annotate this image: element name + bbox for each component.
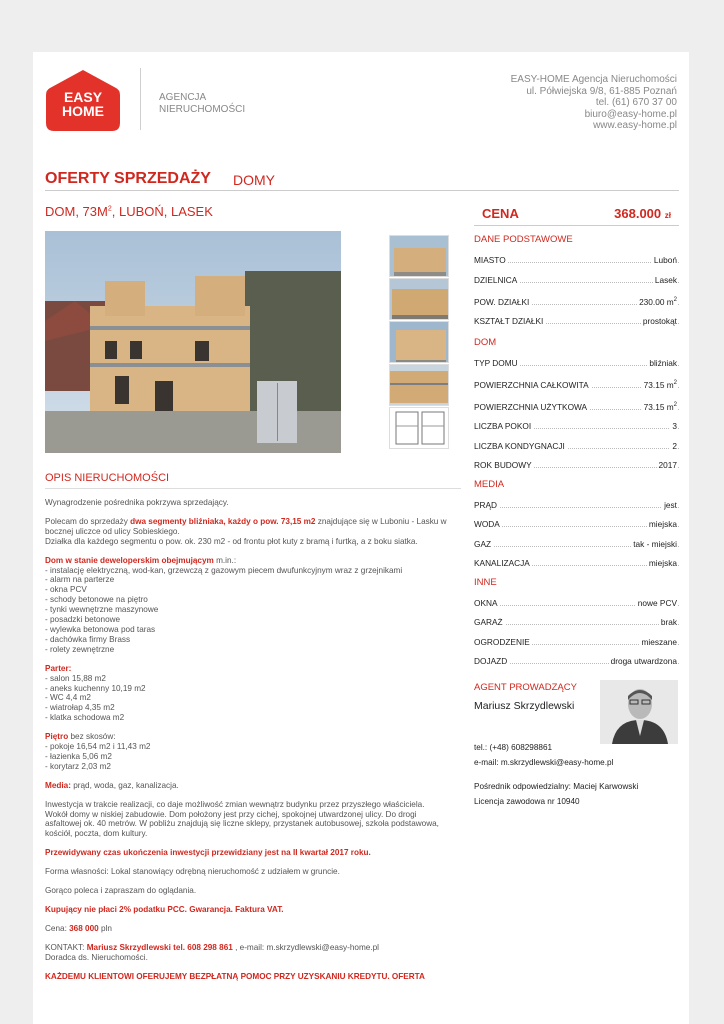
detail-row [474, 634, 679, 654]
developer-standard-label: Dom w stanie deweloperskim obejmującym [45, 555, 214, 565]
agency-line-2: NIERUCHOMOŚCI [159, 104, 246, 115]
section-basic-title: DANE PODSTAWOWE [474, 234, 573, 245]
list-item: - WC 4,4 m2 [45, 693, 91, 703]
detail-row [474, 614, 679, 634]
credit-note: KAŻDEMU KLIENTOWI OFERUJEMY BEZPŁATNĄ POMOC PRZY UZYSKANIU KREDYTU. OFERTA [45, 971, 425, 981]
detail-row [474, 555, 679, 575]
list-item: - dachówka firmy Brass [45, 634, 131, 644]
first-floor-list [45, 732, 455, 772]
detail-key: TYP DOMU [474, 357, 518, 368]
first-floor-suffix: bez skosów: [68, 732, 116, 742]
detail-row [474, 438, 679, 458]
detail-key: DOJAZD [474, 656, 508, 666]
intro-location: znajdujące się w Luboniu - Lasku w bocznej uliczce od ulicy Sobieskiego. [45, 516, 447, 536]
contact-line [45, 943, 455, 963]
property-description [45, 498, 455, 991]
detail-value: miejska [648, 519, 677, 529]
investment-paragraph [45, 800, 455, 840]
tax-note: Kupujący nie płaci 2% podatku PCC. Gwarancja. Faktura VAT. [45, 905, 284, 914]
detail-value: tak - miejski [633, 538, 677, 549]
price-amount: 368.000 [614, 206, 662, 221]
detail-row [474, 272, 679, 292]
detail-row [474, 374, 679, 396]
agent-name: Mariusz Skrzydlewski [474, 700, 575, 712]
detail-row [474, 497, 679, 517]
price-line-label: Cena: [45, 923, 70, 933]
contact-name-phone: Mariusz Skrzydlewski tel. 608 298 861 [86, 942, 233, 952]
contact-email: , e-mail: m.skrzydlewski@easy-home.pl [232, 942, 379, 952]
photo-thumbnail[interactable] [389, 364, 449, 406]
company-phone: tel. (61) 670 37 00 [595, 97, 677, 108]
detail-row [474, 536, 679, 556]
page-title: OFERTY SPRZEDAŻY [45, 170, 211, 187]
detail-row [474, 396, 679, 418]
price-box [474, 204, 679, 226]
description-title: OPIS NIERUCHOMOŚCI [45, 472, 170, 484]
detail-key: GAZ [474, 538, 492, 549]
list-item: - tynki wewnętrzne maszynowe [45, 605, 159, 615]
detail-value: miejska [648, 558, 677, 568]
detail-key: KSZTAŁT DZIAŁKI [474, 316, 544, 326]
company-name: EASY-HOME Agencja Nieruchomości [510, 74, 677, 85]
developer-standard-suffix: m.in.: [213, 555, 237, 565]
list-item: - klatka schodowa m2 [45, 713, 125, 723]
offer-page [33, 52, 689, 1024]
detail-row [474, 653, 679, 673]
deadline-note: Przewidywany czas ukończenia inwestycji przewidziany jest na II kwartał 2017 roku. [45, 848, 371, 858]
agent-phone[interactable]: tel.: (+48) 608298861 [474, 743, 553, 752]
price-currency: zł [664, 211, 671, 220]
detail-value: Luboń [653, 255, 677, 265]
detail-value: mieszane [641, 636, 677, 647]
detail-row [474, 355, 679, 375]
detail-value: 2 [672, 440, 677, 451]
area-text: Wokół domy w niskiej zabudowie. Dom położony jest przy cichej, spokojnej utwardzonej ulicy. Do drogi asfaltowej ok. 40 metrów. W pobliżu znajdują się liczne sklepy, przystanek autobusowej, szkoła podstawowa, kościół, poczta, dom kultury. [45, 809, 439, 839]
agent-email[interactable]: e-mail: m.skrzydlewski@easy-home.pl [474, 758, 614, 767]
headline-location: , LUBOŃ, LASEK [111, 204, 213, 219]
list-item: - alarm na parterze [45, 575, 115, 585]
agency-line-1: AGENCJA [159, 92, 207, 103]
offer-category: DOMY [233, 172, 275, 188]
detail-row [474, 418, 679, 438]
headline-sup: 2 [107, 205, 112, 213]
photo-thumbnail[interactable] [389, 321, 449, 363]
contact-label: KONTAKT: [45, 942, 87, 952]
list-item: - wylewka betonowa pod taras [45, 624, 156, 634]
first-floor-label: Piętro [45, 732, 69, 742]
license-number: Licencja zawodowa nr 10940 [474, 797, 580, 806]
detail-key: GARAŻ [474, 617, 503, 627]
detail-key: PRĄD [474, 499, 498, 510]
detail-value-number: 230.00 m [639, 297, 674, 307]
detail-value: prostokąt [642, 316, 677, 326]
contact-role: Doradca ds. Nieruchomości. [45, 952, 148, 962]
detail-row [474, 457, 679, 477]
media-label: Media: [45, 780, 71, 790]
detail-value [642, 380, 677, 390]
intro-paragraph [45, 517, 455, 547]
detail-key: LICZBA POKOI [474, 421, 532, 431]
detail-row [474, 252, 679, 272]
detail-value-number: 73.15 m [643, 380, 674, 390]
property-details [474, 234, 679, 673]
detail-key: POWIERZCHNIA UŻYTKOWA [474, 402, 588, 412]
agent-photo [600, 680, 678, 744]
price-value [614, 206, 671, 221]
commission-note: Wynagrodzenie pośrednika pokrzywa sprzedający. [45, 498, 229, 507]
detail-value: Lasek [654, 274, 677, 285]
detail-value-sup: 2 [673, 402, 677, 409]
list-item: - schody betonowe na piętro [45, 595, 148, 605]
list-item: - instalację elektryczną, wod-kan, grzewczą z gazowym piecem dwufunkcyjnym wraz z grzejnikami [45, 565, 403, 575]
detail-value: nowe PCV [637, 597, 677, 608]
detail-value-number: 73.15 m [643, 402, 674, 412]
detail-value: droga utwardzona [610, 656, 677, 666]
list-item: - rolety zewnętrzne [45, 644, 115, 654]
detail-value-sup: 2 [673, 297, 677, 304]
detail-row [474, 291, 679, 313]
list-item: - posadzki betonowe [45, 615, 121, 625]
ground-floor-label: Parter: [45, 663, 72, 673]
floor-plan-thumbnail[interactable] [389, 407, 449, 449]
detail-value: jest [664, 499, 677, 510]
invite-note: Gorąco poleca i zapraszam do oglądania. [45, 886, 197, 896]
agency-label [159, 92, 245, 116]
property-headline [45, 204, 213, 219]
detail-value: bliźniak [649, 357, 677, 368]
detail-value [637, 297, 677, 307]
agent-contact [474, 740, 679, 809]
list-item: - łazienka 5,06 m2 [45, 751, 112, 761]
media-line [45, 781, 455, 791]
agent-section-title: AGENT PROWADZĄCY [474, 682, 577, 693]
list-item: - pokoje 16,54 m2 i 11,43 m2 [45, 742, 151, 752]
company-address: ul. Półwiejska 9/8, 61-885 Poznań [526, 85, 677, 97]
detail-value: 3 [672, 421, 677, 431]
company-website[interactable]: www.easy-home.pl [593, 120, 677, 131]
company-contact [511, 74, 677, 132]
logo-line-1: EASY [63, 89, 103, 105]
title-divider [45, 190, 679, 191]
list-item: - korytarz 2,03 m2 [45, 761, 111, 771]
main-photo[interactable] [45, 231, 341, 453]
detail-row [474, 595, 679, 615]
list-item: - okna PCV [45, 585, 87, 595]
detail-key: POWIERZCHNIA CAŁKOWITA [474, 380, 589, 390]
photo-thumbnail[interactable] [389, 235, 449, 277]
detail-key: ROK BUDOWY [474, 460, 532, 470]
logo-text [46, 90, 120, 118]
list-item: - salon 15,88 m2 [45, 673, 106, 683]
logo-line-2: HOME [62, 103, 104, 119]
photo-thumbnail[interactable] [389, 278, 449, 320]
headline-main: DOM, 73M [45, 204, 108, 219]
detail-key: DZIELNICA [474, 274, 518, 285]
list-item: - aneks kuchenny 10,19 m2 [45, 683, 146, 693]
section-media-title: MEDIA [474, 478, 505, 490]
price-line-amount: 368 000 [69, 923, 99, 933]
responsible-broker: Pośrednik odpowiedzialny: Maciej Karwowski [474, 782, 639, 791]
company-email[interactable]: biuro@easy-home.pl [584, 108, 677, 120]
detail-value: 2017 [658, 460, 677, 470]
intro-text: Polecam do sprzedaży [45, 516, 131, 526]
detail-key: OKNA [474, 597, 498, 608]
detail-row [474, 313, 679, 333]
intro-highlight: dwa segmenty bliźniaka, każdy o pow. 73,15 m2 [130, 516, 316, 526]
detail-key: KANALIZACJA [474, 558, 530, 568]
detail-row [474, 516, 679, 536]
header-divider [140, 68, 141, 130]
investment-text: Inwestycja w trakcie realizacji, co daje możliwość zmian wewnątrz budynku przez przyszłego właściciela. [45, 799, 425, 809]
detail-key: LICZBA KONDYGNACJI [474, 440, 565, 451]
detail-value [642, 402, 677, 412]
price-line [45, 924, 455, 934]
ground-floor-list [45, 664, 455, 723]
list-item: - wiatrołap 4,35 m2 [45, 703, 115, 713]
price-label: CENA [482, 206, 519, 221]
section-house-title: DOM [474, 336, 497, 348]
section-other-title: INNE [474, 576, 497, 588]
description-divider [45, 488, 461, 489]
detail-key: OGRODZENIE [474, 636, 530, 647]
media-text: prąd, woda, gaz, kanalizacja. [70, 780, 179, 790]
plot-info: Działka dla każdego segmentu o pow. ok. 230 m2 - od frontu płot kuty z bramą i furtką, a z boku siatka. [45, 536, 418, 546]
detail-value: brak [660, 617, 677, 627]
developer-standard [45, 556, 455, 655]
detail-key: MIASTO [474, 255, 506, 265]
ownership-note: Forma własności: Lokal stanowiący odrębną nieruchomość z udziałem w gruncie. [45, 867, 340, 877]
detail-key: POW. DZIAŁKI [474, 297, 530, 307]
price-line-currency: pln [98, 923, 112, 933]
detail-value-sup: 2 [673, 380, 677, 387]
detail-key: WODA [474, 519, 500, 529]
